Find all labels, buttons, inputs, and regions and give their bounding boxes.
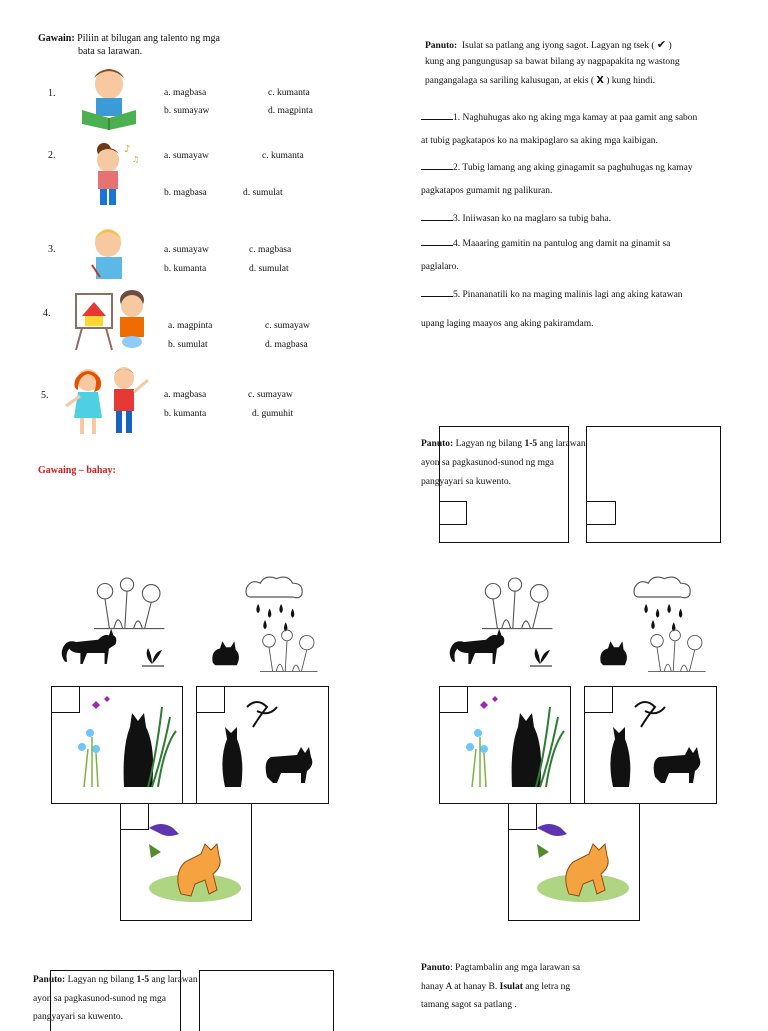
sitting-cat-illustration bbox=[208, 634, 244, 666]
bottom-panuto-line3: pangyayari sa kuwento. bbox=[33, 1012, 123, 1022]
sequence-image-box bbox=[199, 970, 334, 1031]
statement-text: Naghuhugas ako ng aking mga kamay at paa gamit ang sabon bbox=[462, 113, 698, 123]
option-a[interactable]: a. sumayaw bbox=[164, 245, 209, 255]
panuto-text3a: pangangalaga sa sariling kalusugan, at ekis ( bbox=[425, 76, 595, 86]
number-answer-box[interactable] bbox=[439, 686, 468, 713]
flowers-illustration bbox=[482, 578, 562, 638]
answer-blank[interactable] bbox=[421, 287, 453, 297]
statement-2-line2: pagkatapos gumamit ng palikuran. bbox=[421, 186, 553, 196]
option-a[interactable]: a. magbasa bbox=[164, 88, 207, 98]
flowers-illustration bbox=[94, 578, 174, 638]
bottom-panuto-number-range: 1-5 bbox=[136, 975, 150, 985]
option-c[interactable]: c. kumanta bbox=[268, 88, 310, 98]
flowers-illustration bbox=[260, 630, 330, 674]
check-icon: ✔ bbox=[656, 38, 667, 51]
statement-5 bbox=[421, 287, 683, 300]
answer-blank[interactable] bbox=[421, 236, 453, 246]
statement-text: Pinananatili ko na maging malinis lagi ang aking katawan bbox=[462, 290, 683, 300]
panuto2-text1a: Lagyan ng bilang bbox=[455, 439, 525, 449]
number-answer-box[interactable] bbox=[196, 686, 225, 713]
statement-4 bbox=[421, 236, 670, 249]
svg-text:♪: ♪ bbox=[124, 144, 131, 155]
panuto-label: Panuto: bbox=[425, 41, 458, 51]
statement-3 bbox=[421, 211, 611, 224]
gawain-text: Piliin at bilugan ang talento ng mga bbox=[77, 33, 220, 44]
option-d[interactable]: d. sumulat bbox=[243, 188, 283, 198]
panuto2-label: Panuto: bbox=[421, 439, 454, 449]
option-d[interactable]: d. magpinta bbox=[268, 106, 313, 116]
number-answer-box[interactable] bbox=[51, 686, 80, 713]
statement-number: 2. bbox=[453, 163, 461, 173]
statement-5-line2: upang laging maayos ang aking pakiramdam. bbox=[421, 319, 594, 329]
item-number: 1. bbox=[48, 88, 56, 99]
panuto-text3b: ) kung hindi. bbox=[606, 76, 656, 86]
statement-text: Iniiwasan ko na maglaro sa tubig baha. bbox=[462, 214, 612, 224]
option-b[interactable]: b. kumanta bbox=[164, 409, 207, 419]
boy-writing-illustration bbox=[88, 225, 132, 283]
gawain-text-line2: bata sa larawan. bbox=[78, 46, 143, 57]
gawaing-bahay-heading: Gawaing – bahay: bbox=[38, 465, 116, 476]
number-answer-box[interactable] bbox=[120, 803, 149, 830]
number-answer-box[interactable] bbox=[584, 686, 613, 713]
item-number: 4. bbox=[43, 308, 51, 319]
gawain-label: Gawain: bbox=[38, 33, 75, 44]
option-b[interactable]: b. sumayaw bbox=[164, 106, 210, 116]
statement-number: 3. bbox=[453, 214, 461, 224]
item-number: 2. bbox=[48, 150, 56, 161]
statement-1 bbox=[421, 110, 697, 123]
rain-cloud-illustration bbox=[242, 574, 312, 634]
number-answer-box[interactable] bbox=[586, 501, 616, 525]
option-d[interactable]: d. gumuhit bbox=[252, 409, 294, 419]
gawain-instruction bbox=[38, 33, 220, 44]
panuto2-text1c: ang larawan bbox=[537, 439, 586, 449]
panuto2-line2: ayon sa pagkasunod-sunod ng mga bbox=[421, 458, 554, 468]
statement-number: 5. bbox=[453, 290, 461, 300]
option-b[interactable]: b. kumanta bbox=[164, 264, 207, 274]
panuto2-number-range: 1-5 bbox=[524, 439, 538, 449]
panuto3-text1: : Pagtambalin ang mga larawan sa bbox=[450, 963, 581, 973]
statement-1-line2: at tubig pagkatapos ko na makipaglaro sa aking mga kaibigan. bbox=[421, 136, 658, 146]
panuto3-line2 bbox=[421, 982, 570, 992]
statement-4-line2: paglalaro. bbox=[421, 262, 459, 272]
girl-singing-illustration bbox=[82, 138, 144, 210]
answer-blank[interactable] bbox=[421, 211, 453, 221]
panuto-line1 bbox=[425, 38, 672, 51]
boy-painting-illustration bbox=[72, 286, 152, 354]
option-c[interactable]: c. sumayaw bbox=[248, 390, 293, 400]
boy-reading-illustration bbox=[78, 62, 140, 130]
kids-dancing-illustration bbox=[64, 366, 150, 440]
option-c[interactable]: c. sumayaw bbox=[265, 321, 310, 331]
bottom-panuto-text1a: Lagyan ng bilang bbox=[67, 975, 137, 985]
bottom-panuto-line2: ayon sa pagkasunod-sunod ng mga bbox=[33, 994, 166, 1004]
sitting-cat-illustration bbox=[596, 634, 632, 666]
plant-illustration bbox=[528, 640, 558, 670]
option-a[interactable]: a. magpinta bbox=[168, 321, 213, 331]
bottom-panuto-text1c: ang larawan bbox=[149, 975, 198, 985]
item-number: 5. bbox=[41, 390, 49, 401]
bottom-panuto-line1 bbox=[33, 975, 198, 985]
option-c[interactable]: c. kumanta bbox=[262, 151, 304, 161]
panuto3-label: Panuto bbox=[421, 963, 451, 973]
option-b[interactable]: b. magbasa bbox=[164, 188, 207, 198]
option-d[interactable]: d. magbasa bbox=[265, 340, 308, 350]
option-d[interactable]: d. sumulat bbox=[249, 264, 289, 274]
statement-number: 1. bbox=[453, 113, 461, 123]
statement-number: 4. bbox=[453, 239, 461, 249]
answer-blank[interactable] bbox=[421, 110, 453, 120]
panuto-line2: kung ang pangungusap sa bawat bilang ay nagpapakita ng wastong bbox=[425, 57, 680, 67]
plant-illustration bbox=[140, 640, 170, 670]
panuto2-line3: pangyayari sa kuwento. bbox=[421, 477, 511, 487]
statement-text: Tubig lamang ang aking ginagamit sa paghuhugas ng kamay bbox=[462, 163, 693, 173]
option-c[interactable]: c. magbasa bbox=[249, 245, 292, 255]
panuto-text1b: ) bbox=[668, 41, 672, 51]
panuto3-text2c: ang letra ng bbox=[522, 982, 571, 992]
x-icon: X bbox=[596, 75, 604, 86]
panuto2-line1 bbox=[421, 439, 586, 449]
panuto3-line3: tamang sagot sa patlang . bbox=[421, 1000, 517, 1010]
sequence-image-box bbox=[586, 426, 721, 543]
panuto3-isulat: Isulat bbox=[499, 982, 523, 992]
option-a[interactable]: a. sumayaw bbox=[164, 151, 209, 161]
panuto3-text2a: hanay A at hanay B. bbox=[421, 982, 500, 992]
statement-text: Maaaring gamitin na pantulog ang damit na ginamit sa bbox=[462, 239, 671, 249]
statement-2 bbox=[421, 160, 693, 173]
flowers-illustration bbox=[648, 630, 718, 674]
rain-cloud-illustration bbox=[630, 574, 700, 634]
panuto-text1: Isulat sa patlang ang iyong sagot. Lagyan ng tsek ( bbox=[461, 41, 655, 51]
answer-blank[interactable] bbox=[421, 160, 453, 170]
number-answer-box[interactable] bbox=[508, 803, 537, 830]
svg-text:♫: ♫ bbox=[132, 155, 140, 164]
option-b[interactable]: b. sumulat bbox=[168, 340, 208, 350]
panuto-line3 bbox=[425, 75, 655, 86]
number-answer-box[interactable] bbox=[439, 501, 467, 525]
item-number: 3. bbox=[48, 244, 56, 255]
bottom-panuto-label: Panuto: bbox=[33, 975, 66, 985]
option-a[interactable]: a. magbasa bbox=[164, 390, 207, 400]
panuto3-line1 bbox=[421, 963, 580, 973]
